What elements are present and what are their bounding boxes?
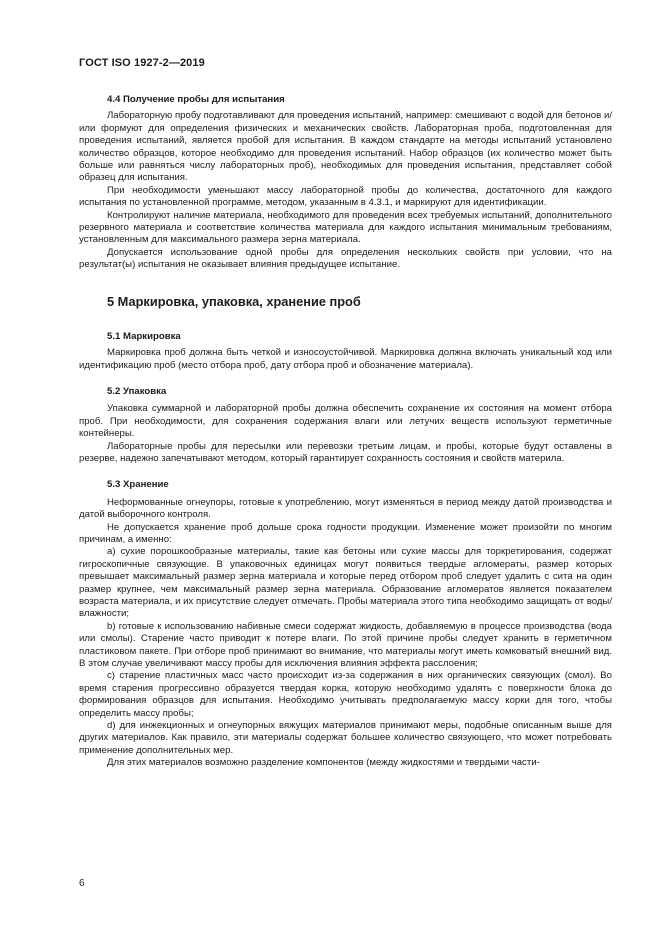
list-item-a: а) сухие порошкообразные материалы, такие как бетоны или сухие массы для торкретирования, содержат гигроскопичные связующие. В упаковочных единицах могут появиться твердые агломераты, размер которых превышает максимальный размер зерна материала и которые перед отбором проб следует удалить с сита на один размер крупнее, чем максимальный размер зерна материала. Образование агломератов является показателем возраста материала, и их присутствие следует отмечать. Пробы материала этого типа необходимо защищать от воды/влажности; <box>79 546 612 620</box>
section-5-2-title: 5.2 Упаковка <box>107 385 167 397</box>
list-item-b: b) готовые к использованию набивные смеси содержат жидкость, добавляемую в процессе производства (вода или смолы). Старение часто приводит к потере влаги. По этой причине пробы следует хранить в герметичном пластиковом пакете. При отборе проб принимают во внимание, что материалы могут иметь комковатый внешний вид. В этом случае увеличивают массу пробы для исключения влияния эффекта расслоения; <box>79 620 612 670</box>
list-item-c: c) старение пластичных масс часто происходит из-за содержания в них органических связующих (смол). Во время старения прогрессивно образуется твердая корка, которую необходимо удалять с поверхности блока до формирования образцов для испытания. Необходимо учитывать предполагаемую массу корки для того, чтобы определить массу пробы; <box>79 670 612 719</box>
paragraph: При необходимости уменьшают массу лабораторной пробы до количества, достаточного для каждого испытания по установленной программе, методом, указанным в 4.3.1, и маркируют для идентификации. <box>79 184 612 209</box>
paragraph: Упаковка суммарной и лабораторной пробы должна обеспечить сохранение их состояния на момент отбора проб. При необходимости, для сохранения содержания влаги или летучих веществ используют герметичные контейнеры. <box>79 403 612 440</box>
paragraph: Маркировка проб должна быть четкой и износоустойчивой. Маркировка должна включать уникальный код или идентификацию проб (место отбора проб, дату отбора проб и обозначение материала). <box>79 347 612 371</box>
section-5-3-title: 5.3 Хранение <box>107 479 169 491</box>
paragraph: Неформованные огнеупоры, готовые к употреблению, могут изменяться в период между датой производства и датой выборочного контроля. <box>79 496 612 521</box>
section-4-4-title: 4.4 Получение пробы для испытания <box>107 94 285 105</box>
paragraph: Лабораторные пробы для пересылки или перевозки третьим лицам, и пробы, которые будут оставлены в резерве, надежно запечатывают методом, который гарантирует сохранность состояния и свойств материла. <box>79 440 612 464</box>
paragraph: Для этих материалов возможно разделение компонентов (между жидкостями и твердыми части- <box>107 757 540 769</box>
section-5-1-title: 5.1 Маркировка <box>107 330 181 342</box>
paragraph: Допускается использование одной пробы для определения нескольких свойств при условии, что на результат(ы) испытания не оказывает влияния предыдущее испытание. <box>79 246 612 271</box>
paragraph: Контролируют наличие материала, необходимого для проведения всех требуемых испытаний, дополнительного резервного материала и соответствие количества материала для каждого испытания минимальным требованиям, установленным для максимального размера зерна материала. <box>79 209 612 246</box>
section-5-title: 5 Маркировка, упаковка, хранение проб <box>107 293 361 309</box>
list-item-d: d) для инжекционных и огнеупорных вяжущих материалов принимают меры, подобные описанным выше для других материалов. Как правило, эти материалы содержат большее количество связующего, что может потребовать применение дополнительных мер. <box>79 720 612 756</box>
paragraph: Лабораторную пробу подготавливают для проведения испытаний, например: смешивают с водой для бетонов и/или формуют для определения физических и механических свойств. Лабораторная проба, подготовленная для проведения испытаний, является пробой для испытания. В каждом стандарте на методы испытаний установлено количество образцов, которое необходимо для проведения испытаний. Набор образцов (их количество может быть больше или равняться числу лабораторных проб), необходимых для проведения испытания, представляет собой образец для испытания. <box>79 110 612 184</box>
document-header: ГОСТ ISO 1927-2—2019 <box>79 57 205 69</box>
page-number: 6 <box>79 878 85 889</box>
document-body <box>79 94 612 770</box>
paragraph: Не допускается хранение проб дольше срока годности продукции. Изменение может произойти по многим причинам, а именно: <box>79 521 612 545</box>
